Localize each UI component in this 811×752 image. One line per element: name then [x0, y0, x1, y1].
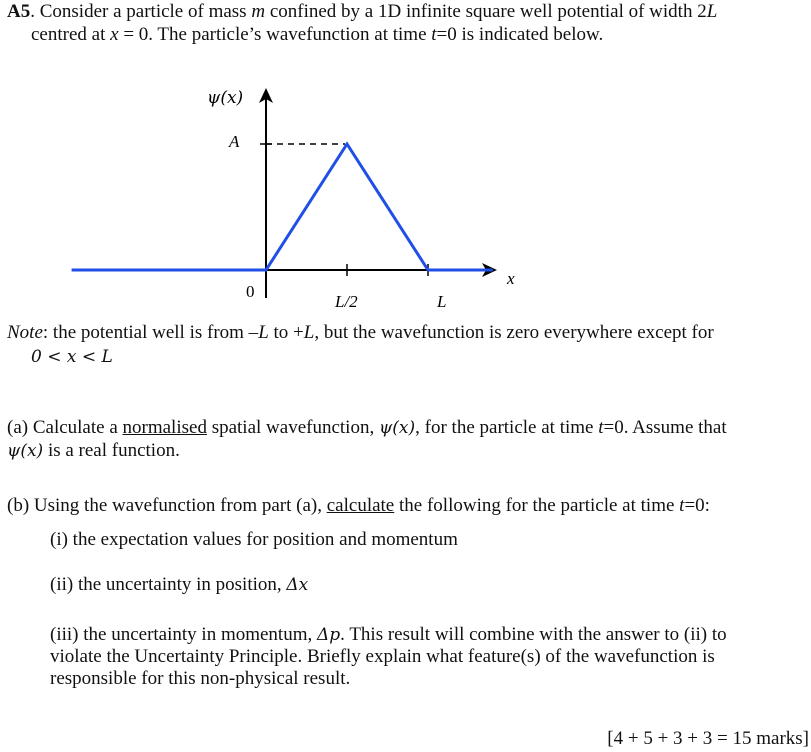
- amplitude-label: A: [229, 132, 240, 151]
- wavefunction-curve: [72, 144, 493, 270]
- x-axis-label: x: [507, 269, 515, 288]
- part-b-line1: (b) Using the wavefunction from part (a), calculate the following for the particle at time t=0:: [7, 495, 710, 516]
- normalised-keyword: normalised: [122, 417, 207, 438]
- note-line1: Note: the potential well is from –L to +L, but the wavefunction is zero everywhere except for: [7, 322, 714, 343]
- marks-total: [4 + 5 + 3 + 3 = 15 marks]: [607, 728, 809, 749]
- part-b-sub-iii-line2: violate the Uncertainty Principle. Briefly explain what feature(s) of the wavefunction is: [50, 646, 715, 667]
- note-condition: 0 < x < L: [31, 347, 113, 367]
- y-axis-label: ψ(x): [207, 88, 244, 108]
- part-b-sub-ii: (ii) the uncertainty in position, Δx: [50, 574, 309, 595]
- problem-intro-line1: A5. Consider a particle of mass m confined by a 1D infinite square well potential of width 2L: [7, 1, 718, 22]
- part-a-line1: (a) Calculate a normalised spatial wavefunction, ψ(x), for the particle at time t=0. Assume that: [7, 417, 727, 438]
- wavefunction-graph: [0, 0, 811, 330]
- end-label: L: [437, 292, 447, 311]
- problem-intro-line2: centred at x = 0. The particle’s wavefunction at time t=0 is indicated below.: [31, 24, 604, 45]
- origin-label: 0: [246, 282, 255, 301]
- half-label: L/2: [335, 292, 358, 311]
- calculate-keyword: calculate: [326, 495, 395, 516]
- part-b-sub-iii-line1: (iii) the uncertainty in momentum, Δp. This result will combine with the answer to (ii) to: [50, 624, 727, 645]
- problem-number: A5: [7, 1, 31, 22]
- note-label: Note: [7, 322, 43, 343]
- part-a-line2: ψ(x) is a real function.: [7, 440, 180, 461]
- part-b-sub-iii-line3: responsible for this non-physical result.: [50, 668, 351, 689]
- part-b-sub-i: (i) the expectation values for position and momentum: [50, 529, 458, 550]
